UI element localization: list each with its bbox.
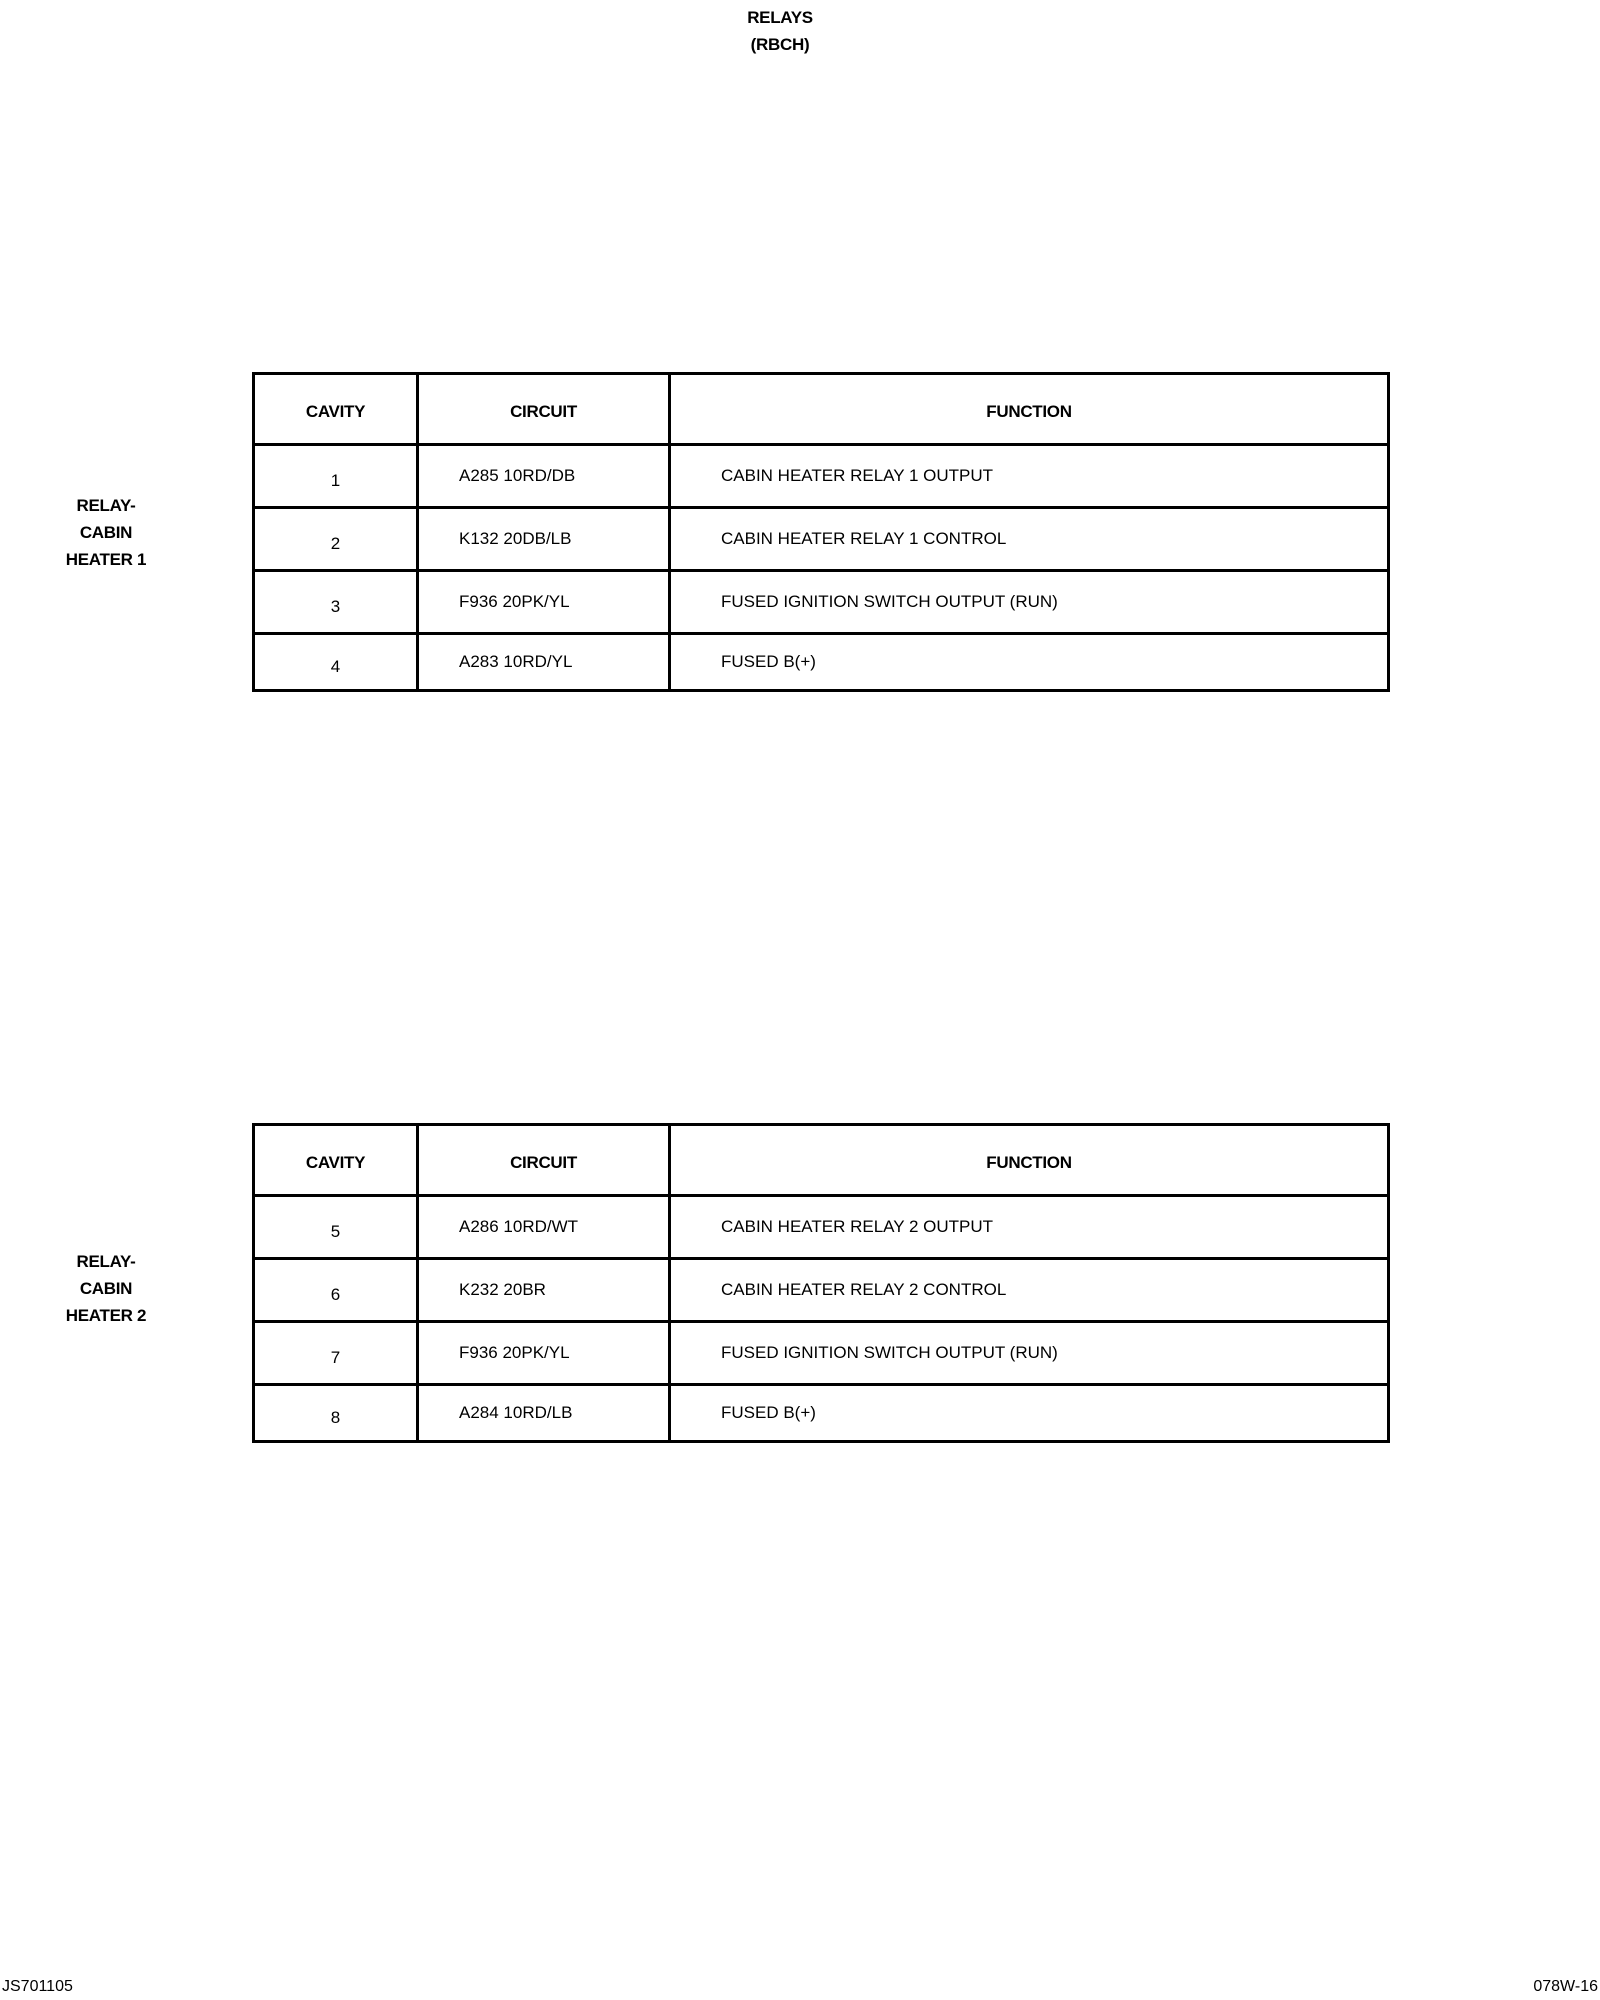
- circuit-cell: A283 10RD/YL: [418, 634, 670, 691]
- circuit-cell: F936 20PK/YL: [418, 1322, 670, 1385]
- page-title-line2: (RBCH): [750, 35, 810, 54]
- relay-label-cabin-heater-2: [36, 1248, 176, 1329]
- table-row: [254, 1259, 1389, 1322]
- column-header-cavity: CAVITY: [254, 1125, 418, 1196]
- cavity-cell: 1: [254, 445, 418, 508]
- table-header-row: [254, 1125, 1389, 1196]
- column-header-function: FUNCTION: [670, 1125, 1389, 1196]
- column-header-circuit: CIRCUIT: [418, 374, 670, 445]
- table-row: [254, 634, 1389, 691]
- function-cell: FUSED IGNITION SWITCH OUTPUT (RUN): [670, 1322, 1389, 1385]
- function-cell: FUSED B(+): [670, 1385, 1389, 1442]
- relay-label-line3: HEATER 2: [65, 1306, 147, 1325]
- circuit-cell: F936 20PK/YL: [418, 571, 670, 634]
- relay-label-cabin-heater-1: [36, 492, 176, 573]
- circuit-cell: A285 10RD/DB: [418, 445, 670, 508]
- function-cell: FUSED IGNITION SWITCH OUTPUT (RUN): [670, 571, 1389, 634]
- relay-label-line1: RELAY-: [76, 1252, 136, 1271]
- relay-label-line3: HEATER 1: [65, 550, 147, 569]
- table-row: [254, 1322, 1389, 1385]
- column-header-function: FUNCTION: [670, 374, 1389, 445]
- connector-table-cabin-heater-2: [252, 1123, 1390, 1443]
- relay-label-line2: CABIN: [79, 1279, 133, 1298]
- cavity-cell: 8: [254, 1385, 418, 1442]
- page-code: 078W-16: [1533, 1978, 1598, 1995]
- function-cell: FUSED B(+): [670, 634, 1389, 691]
- cavity-cell: 4: [254, 634, 418, 691]
- function-cell: CABIN HEATER RELAY 1 CONTROL: [670, 508, 1389, 571]
- table-row: [254, 445, 1389, 508]
- cavity-cell: 5: [254, 1196, 418, 1259]
- table-row: [254, 571, 1389, 634]
- circuit-cell: A284 10RD/LB: [418, 1385, 670, 1442]
- page-title-line1: RELAYS: [747, 8, 813, 27]
- circuit-cell: A286 10RD/WT: [418, 1196, 670, 1259]
- table-row: [254, 1385, 1389, 1442]
- relay-label-line1: RELAY-: [76, 496, 136, 515]
- function-cell: CABIN HEATER RELAY 2 OUTPUT: [670, 1196, 1389, 1259]
- table-row: [254, 1196, 1389, 1259]
- column-header-cavity: CAVITY: [254, 374, 418, 445]
- function-cell: CABIN HEATER RELAY 1 OUTPUT: [670, 445, 1389, 508]
- circuit-cell: K132 20DB/LB: [418, 508, 670, 571]
- column-header-circuit: CIRCUIT: [418, 1125, 670, 1196]
- figure-code: JS701105: [2, 1978, 73, 1995]
- connector-table-cabin-heater-1: [252, 372, 1390, 692]
- circuit-cell: K232 20BR: [418, 1259, 670, 1322]
- function-cell: CABIN HEATER RELAY 2 CONTROL: [670, 1259, 1389, 1322]
- cavity-cell: 2: [254, 508, 418, 571]
- cavity-cell: 3: [254, 571, 418, 634]
- cavity-cell: 7: [254, 1322, 418, 1385]
- relay-label-line2: CABIN: [79, 523, 133, 542]
- page-title: [640, 4, 920, 58]
- table-header-row: [254, 374, 1389, 445]
- table-row: [254, 508, 1389, 571]
- cavity-cell: 6: [254, 1259, 418, 1322]
